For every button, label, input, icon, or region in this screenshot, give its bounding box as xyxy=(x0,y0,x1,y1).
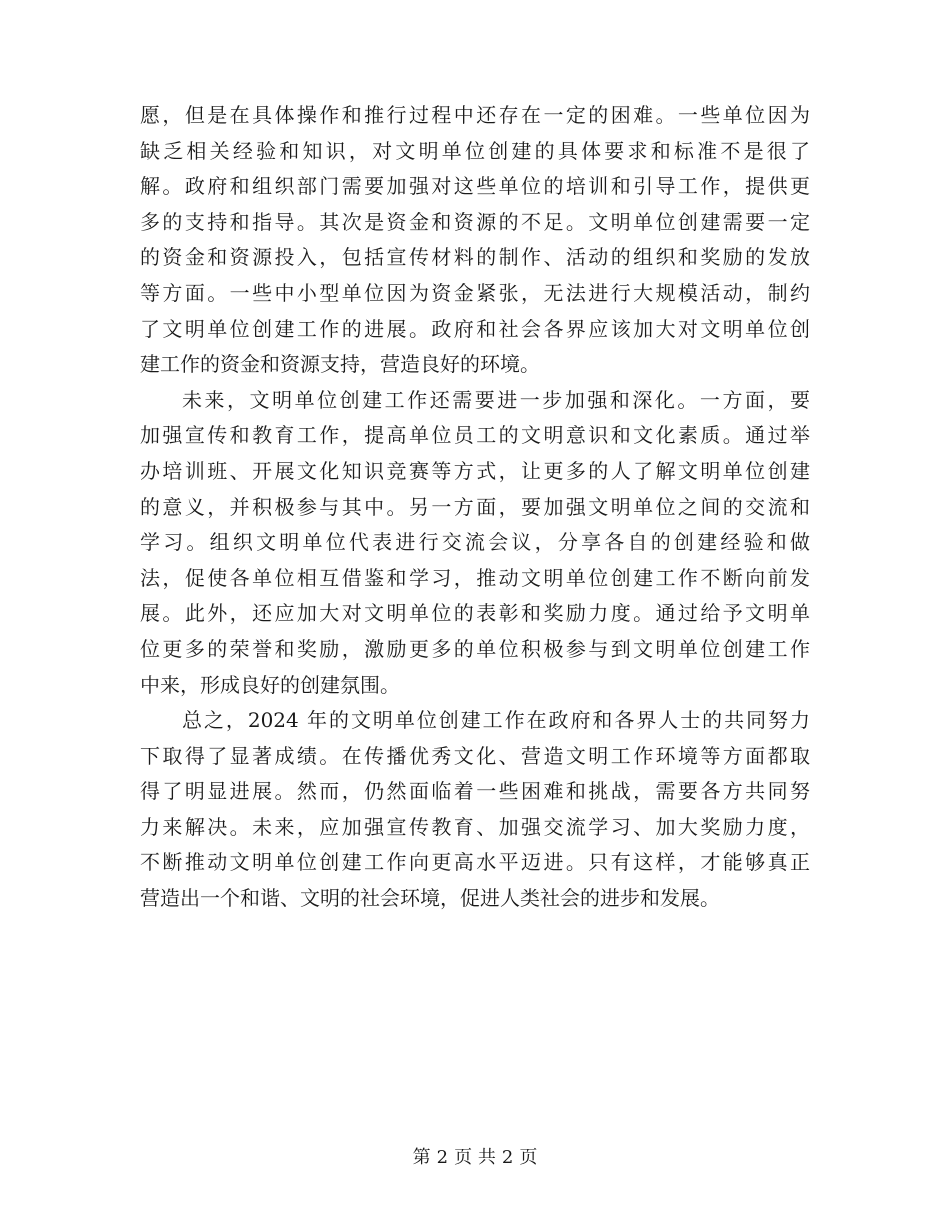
text-line: 未来，文明单位创建工作还需要进一步加强和深化。一方面，要 xyxy=(182,387,810,412)
text-line: 展。此外，还应加大对文明单位的表彰和奖励力度。通过给予文明单 xyxy=(140,601,810,626)
text-line: 办培训班、开展文化知识竞赛等方式，让更多的人了解文明单位创建 xyxy=(140,458,810,483)
footer-prefix: 第 xyxy=(412,1147,431,1168)
text-line: 中来，形成良好的创建氛围。 xyxy=(140,672,400,697)
footer-middle: 页 共 xyxy=(454,1147,496,1168)
text-line: 总之，2024 年的文明单位创建工作在政府和各界人士的共同努力 xyxy=(182,708,810,733)
text-line: 的意义，并积极参与其中。另一方面，要加强文明单位之间的交流和 xyxy=(140,494,810,519)
text-line: 等方面。一些中小型单位因为资金紧张，无法进行大规模活动，制约 xyxy=(140,280,810,305)
text-line: 得了明显进展。然而，仍然面临着一些困难和挑战，需要各方共同努 xyxy=(140,779,810,804)
text-line: 法，促使各单位相互借鉴和学习，推动文明单位创建工作不断向前发 xyxy=(140,565,810,590)
text-line: 营造出一个和谐、文明的社会环境，促进人类社会的进步和发展。 xyxy=(140,886,720,911)
text-line: 学习。组织文明单位代表进行交流会议，分享各自的创建经验和做 xyxy=(140,530,810,555)
text-line: 加强宣传和教育工作，提高单位员工的文明意识和文化素质。通过举 xyxy=(140,423,810,448)
text-line: 不断推动文明单位创建工作向更高水平迈进。只有这样，才能够真正 xyxy=(140,850,810,875)
footer-total-pages: 2 xyxy=(501,1147,514,1168)
text-line: 了文明单位创建工作的进展。政府和社会各界应该加大对文明单位创 xyxy=(140,316,810,341)
text-line: 愿，但是在具体操作和推行过程中还存在一定的困难。一些单位因为 xyxy=(140,103,810,127)
body-text xyxy=(140,98,810,917)
text-line: 位更多的荣誉和奖励，激励更多的单位积极参与到文明单位创建工作 xyxy=(140,636,810,661)
text-line: 下取得了显著成绩。在传播优秀文化、营造文明工作环境等方面都取 xyxy=(140,743,810,768)
page-number-footer xyxy=(0,1146,950,1170)
text-line: 力来解决。未来，应加强宣传教育、加强交流学习、加大奖励力度， xyxy=(140,814,810,839)
footer-current-page: 2 xyxy=(436,1147,449,1168)
text-line: 建工作的资金和资源支持，营造良好的环境。 xyxy=(140,352,540,377)
text-line: 的资金和资源投入，包括宣传材料的制作、活动的组织和奖励的发放 xyxy=(140,245,810,270)
text-line: 解。政府和组织部门需要加强对这些单位的培训和引导工作，提供更 xyxy=(140,174,810,199)
footer-suffix: 页 xyxy=(519,1147,538,1168)
text-line: 多的支持和指导。其次是资金和资源的不足。文明单位创建需要一定 xyxy=(140,209,810,234)
text-line: 缺乏相关经验和知识，对文明单位创建的具体要求和标准不是很了 xyxy=(140,138,810,163)
